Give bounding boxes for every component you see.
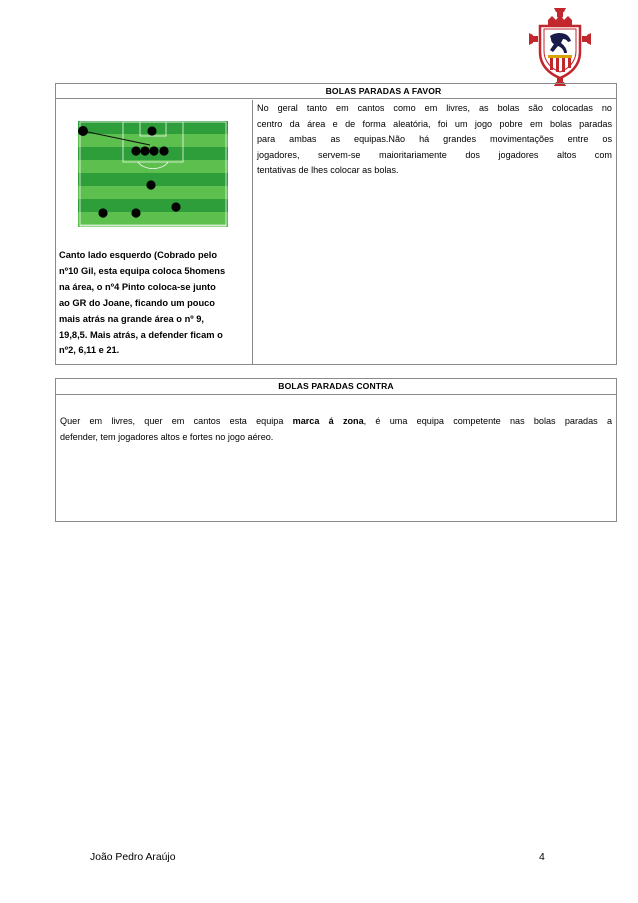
player-marker bbox=[149, 146, 158, 155]
caption-line: mais atrás na grande área o nº 9, bbox=[59, 313, 204, 324]
description-line: para ambas as equipas.Não há grandes movimentações entre os bbox=[257, 134, 612, 144]
caption-line: nº2, 6,11 e 21. bbox=[59, 345, 120, 356]
player-marker bbox=[98, 208, 107, 217]
player-marker bbox=[140, 146, 149, 155]
favor-diagram-cell bbox=[56, 100, 253, 364]
player-marker bbox=[147, 126, 156, 135]
description-line: centro da área e de forma aleatória, foi um jogo pobre em bolas paradas bbox=[257, 118, 612, 129]
caption-line: 19,8,5. Mais atrás, a defender ficam o bbox=[59, 329, 223, 340]
contra-description bbox=[60, 413, 612, 445]
caption-line: ao GR do Joane, ficando um pouco bbox=[59, 297, 215, 308]
footer-author: João Pedro Araújo bbox=[90, 852, 176, 863]
contra-text-bold: marca á zona bbox=[292, 416, 364, 426]
club-crest-logo bbox=[528, 6, 592, 88]
set-piece-pitch-diagram bbox=[78, 121, 228, 227]
caption-line: nº10 Gil, esta equipa coloca 5homens bbox=[59, 265, 226, 276]
player-marker bbox=[146, 180, 155, 189]
contra-line-1 bbox=[60, 413, 612, 429]
player-marker bbox=[159, 146, 168, 155]
caption-line: Canto lado esquerdo (Cobrado pelo bbox=[59, 250, 218, 260]
player-marker bbox=[131, 208, 140, 217]
contra-line-2: defender, tem jogadores altos e fortes no jogo aéreo. bbox=[60, 432, 274, 442]
favor-description bbox=[257, 101, 612, 179]
player-marker bbox=[131, 146, 140, 155]
page-number: 4 bbox=[539, 852, 545, 863]
player-marker bbox=[171, 202, 180, 211]
contra-text-post: , é uma equipa competente nas bolas paradas a bbox=[363, 416, 612, 426]
description-line: tentativas de lhes colocar as bolas. bbox=[257, 165, 399, 175]
caption-line: na área, o nº4 Pinto coloca-se junto bbox=[59, 281, 216, 292]
favor-text-cell bbox=[253, 100, 616, 364]
player-marker bbox=[78, 126, 88, 136]
description-line: No geral tanto em cantos como em livres, as bolas são colocadas no bbox=[257, 103, 612, 113]
contra-table bbox=[55, 378, 617, 522]
contra-title: BOLAS PARADAS CONTRA bbox=[56, 379, 616, 395]
favor-table bbox=[55, 83, 617, 365]
contra-text-pre: Quer em livres, quer em cantos esta equipa bbox=[60, 416, 293, 426]
description-line: jogadores, servem-se maioritariamente dos jogadores altos com bbox=[257, 149, 612, 160]
favor-caption bbox=[59, 248, 249, 359]
favor-title: BOLAS PARADAS A FAVOR bbox=[56, 84, 616, 99]
